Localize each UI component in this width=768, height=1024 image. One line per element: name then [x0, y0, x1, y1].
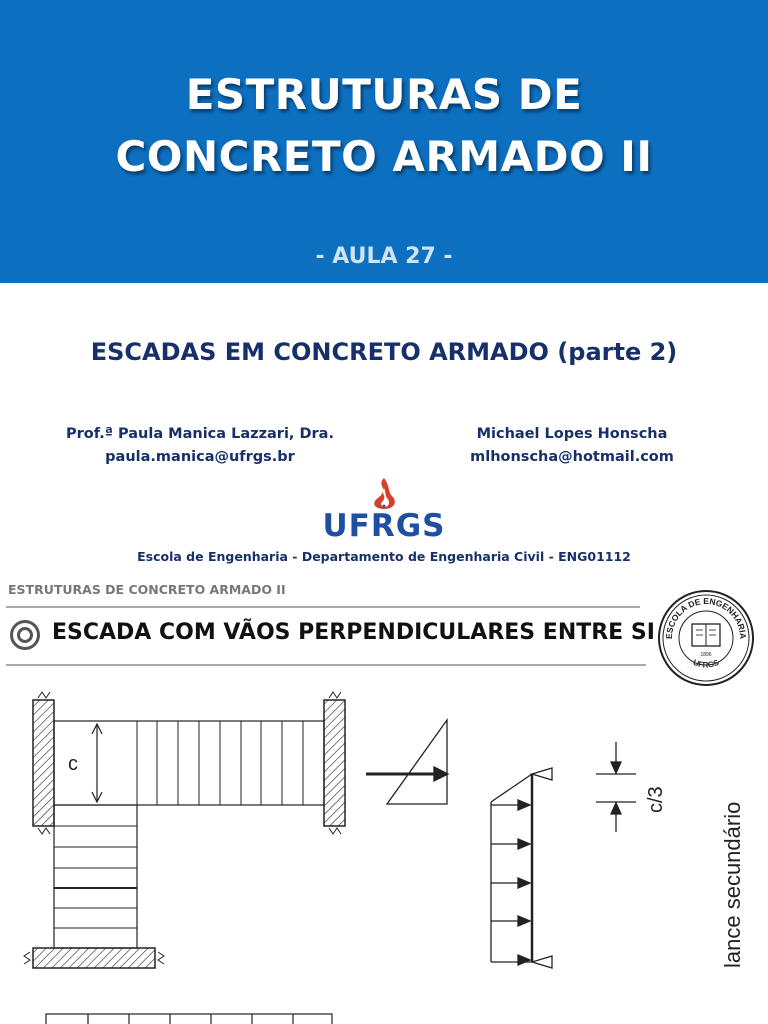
- author-1-email: paula.manica@ufrgs.br: [105, 449, 295, 465]
- label-c3: c/3: [645, 786, 667, 813]
- stair-plan: [24, 692, 345, 968]
- target-bullet-icon: [10, 620, 40, 650]
- label-c: c: [68, 753, 78, 775]
- seal-bottom-text: UFRGS: [691, 657, 721, 670]
- author-2-email: mlhonscha@hotmail.com: [470, 449, 674, 465]
- main-title: [0, 64, 768, 188]
- title-line-2: CONCRETO ARMADO II: [115, 132, 653, 181]
- author-1: [40, 423, 360, 469]
- divider-top: [6, 606, 640, 608]
- school-seal: [656, 588, 756, 688]
- stair-drawing: [0, 680, 768, 1024]
- title-banner: [0, 0, 768, 283]
- ufrgs-logo: [318, 476, 450, 546]
- school-line: Escola de Engenharia - Departamento de Engenharia Civil - ENG01112: [137, 549, 631, 564]
- author-1-name: Prof.ª Paula Manica Lazzari, Dra.: [66, 426, 334, 442]
- section-title: ESCADA COM VÃOS PERPENDICULARES ENTRE SI: [52, 620, 655, 645]
- seal-text: ESCOLA DE ENGENHARIA: [663, 595, 749, 640]
- title-line-1: ESTRUTURAS DE: [185, 70, 583, 119]
- label-lance-secundario: lance secundário: [720, 801, 745, 968]
- subtitle: ESCADAS EM CONCRETO ARMADO (parte 2): [90, 338, 678, 366]
- stair-section-bottom: [46, 1014, 332, 1024]
- load-diagram: [491, 742, 636, 968]
- course-label: ESTRUTURAS DE CONCRETO ARMADO II: [8, 582, 286, 597]
- svg-text:UFRGS: [692, 658, 721, 670]
- logo-text: UFRGS: [322, 508, 446, 544]
- divider-bottom: [6, 664, 646, 666]
- lesson-number: - AULA 27 -: [315, 244, 453, 269]
- author-2-name: Michael Lopes Honscha: [476, 426, 668, 442]
- seal-year: 1896: [700, 652, 712, 658]
- flame-icon: [318, 476, 450, 510]
- author-2: [432, 423, 712, 469]
- load-triangle: [366, 720, 448, 804]
